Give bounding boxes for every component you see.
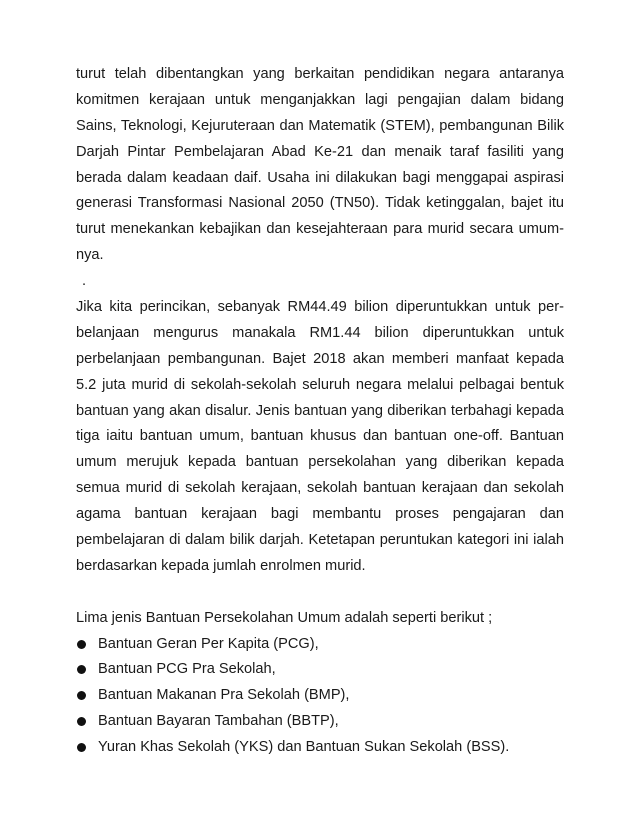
text-line: berdasarkan kepada jumlah enrolmen murid.: [76, 557, 366, 574]
list-item: [76, 632, 564, 658]
list-item-text: Bantuan Bayaran Tambahan (BBTP),: [98, 713, 339, 730]
text-line: generasi Transformasi Nasional 2050 (TN50). Tidak ketinggalan, bajet itu: [76, 195, 564, 212]
document-page: [76, 62, 564, 761]
text-line: bantuan yang akan disalur. Jenis bantuan yang diberikan terbahagi kepada: [76, 402, 564, 419]
text-line: umum merujuk kepada bantuan persekolahan yang diberikan kepada: [76, 454, 564, 471]
list-item: [76, 657, 564, 683]
bullet-list: [76, 632, 564, 761]
list-item-text: Bantuan Geran Per Kapita (PCG),: [98, 635, 319, 652]
text-line: perbelanjaan pembangunan. Bajet 2018 akan memberi manfaat kepada: [76, 350, 564, 367]
text-line: komitmen kerajaan untuk menganjakkan lagi pengajian dalam bidang: [76, 91, 564, 108]
text-line: Jika kita perincikan, sebanyak RM44.49 bilion diperuntukkan untuk per-: [76, 299, 564, 316]
paragraph-allocation-details: [76, 295, 564, 580]
bullet-icon: [77, 640, 86, 649]
list-item: [76, 735, 564, 761]
paragraph-spacer: [76, 580, 564, 606]
text-line: semua murid di sekolah kerajaan, sekolah bantuan kerajaan dan sekolah: [76, 480, 564, 497]
list-item-text: Bantuan Makanan Pra Sekolah (BMP),: [98, 687, 350, 704]
bullet-icon: [77, 665, 86, 674]
list-item-text: Yuran Khas Sekolah (YKS) dan Bantuan Sukan Sekolah (BSS).: [98, 739, 510, 756]
bullet-icon: [77, 717, 86, 726]
separator-dot: .: [82, 273, 87, 290]
text-line: agama bantuan kerajaan bagi membantu proses pengajaran dan: [76, 506, 564, 523]
bullet-icon: [77, 691, 86, 700]
paragraph-budget-overview: [76, 62, 564, 269]
text-line: turut telah dibentangkan yang berkaitan pendidikan negara antaranya: [76, 66, 564, 82]
text-line: Darjah Pintar Pembelajaran Abad Ke-21 dan menaik taraf fasiliti yang: [76, 143, 564, 160]
list-intro: Lima jenis Bantuan Persekolahan Umum adalah seperti berikut ;: [76, 609, 493, 626]
list-item: [76, 683, 564, 709]
bullet-icon: [77, 743, 86, 752]
text-line: berada dalam keadaan daif. Usaha ini dilakukan bagi menggapai aspirasi: [76, 169, 564, 186]
text-line: tiga iaitu bantuan umum, bantuan khusus dan bantuan one-off. Bantuan: [76, 428, 564, 445]
text-line: pembelajaran di dalam bilik darjah. Ketetapan peruntukan kategori ini ialah: [76, 532, 564, 549]
text-line: 5.2 juta murid di sekolah-sekolah seluruh negara melalui pelbagai bentuk: [76, 376, 564, 393]
text-line: Sains, Teknologi, Kejuruteraan dan Matematik (STEM), pembangunan Bilik: [76, 117, 564, 134]
text-line: nya.: [76, 247, 104, 264]
text-line: belanjaan mengurus manakala RM1.44 bilion diperuntukkan untuk: [76, 324, 564, 341]
list-item: [76, 709, 564, 735]
text-line: turut menekankan kebajikan dan kesejahteraan para murid secara umum-: [76, 221, 564, 238]
list-item-text: Bantuan PCG Pra Sekolah,: [98, 661, 276, 678]
